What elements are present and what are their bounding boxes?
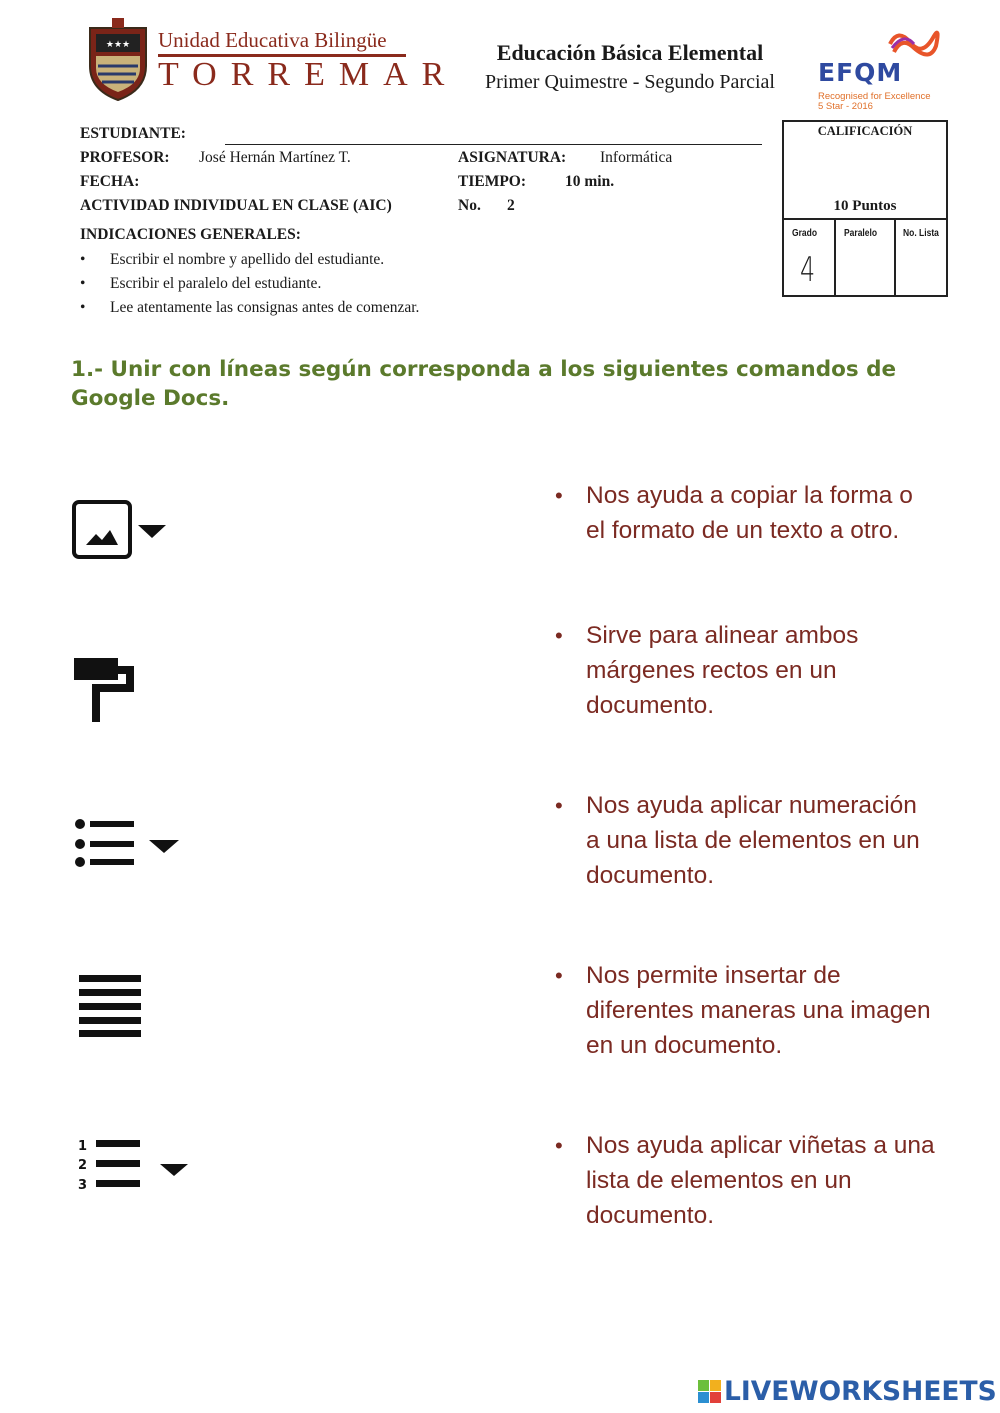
number-label: No. <box>458 197 481 214</box>
question-text: 1.- Unir con líneas según corresponda a los siguientes comandos de Google Docs. <box>71 357 897 411</box>
efqm-star-line: 5 Star - 2016 <box>818 101 873 112</box>
grade-box-points: 10 Puntos <box>833 198 897 214</box>
document-subtitle: Primer Quimestre - Segundo Parcial <box>485 71 775 93</box>
bullet-icon: • <box>555 483 563 508</box>
option-text: Nos ayuda aplicar numeración a una lista de elementos en un documento. <box>586 792 920 890</box>
svg-text:2: 2 <box>78 1158 88 1173</box>
option-item[interactable] <box>555 958 935 1064</box>
option-item[interactable] <box>555 478 935 548</box>
school-name: Unidad Educativa Bilingüe <box>158 28 387 52</box>
liveworksheets-logo-icon <box>698 1380 722 1404</box>
bullet-icon: • <box>555 623 563 648</box>
time-label: TIEMPO: <box>458 173 527 190</box>
svg-text:3: 3 <box>78 1178 88 1193</box>
school-crest-logo <box>86 18 150 102</box>
subject-value: Informática <box>600 149 673 166</box>
teacher-value: José Hernán Martínez T. <box>199 149 351 166</box>
insert-image-icon[interactable] <box>72 500 170 560</box>
option-text: Nos ayuda a copiar la forma o el formato de un texto a otro. <box>586 482 913 545</box>
time-value: 10 min. <box>565 173 615 190</box>
liveworksheets-brand[interactable]: LIVEWORKSHEETS <box>724 1376 997 1407</box>
option-item[interactable] <box>555 788 935 894</box>
option-item[interactable] <box>555 1128 935 1234</box>
numbered-list-icon[interactable] <box>78 1136 188 1196</box>
bulleted-list-icon[interactable] <box>74 818 180 868</box>
instructions-title: INDICACIONES GENERALES: <box>80 226 301 243</box>
parallel-column-header: Paralelo <box>844 228 878 239</box>
svg-text:1: 1 <box>78 1139 88 1154</box>
paint-format-icon[interactable] <box>72 656 136 724</box>
teacher-label: PROFESOR: <box>80 149 170 166</box>
document-title: Educación Básica Elemental <box>496 40 764 65</box>
grade-value: 4 <box>800 250 816 290</box>
grade-box-col-divider <box>894 218 896 297</box>
list-item: • Escribir el paralelo del estudiante. <box>80 272 419 296</box>
bullet-icon: • <box>555 793 563 818</box>
efqm-recognised-line: Recognised for Excellence <box>818 91 931 102</box>
option-text: Nos permite insertar de diferentes maneras una imagen en un documento. <box>586 962 931 1060</box>
student-name-line[interactable] <box>225 144 762 145</box>
student-label: ESTUDIANTE: <box>80 125 186 142</box>
bullet-icon: • <box>555 1133 563 1158</box>
grade-box <box>782 120 948 297</box>
efqm-wordmark: EFQM <box>818 58 903 87</box>
list-number-column-header: No. Lista <box>903 228 939 239</box>
option-item[interactable] <box>555 618 935 724</box>
subject-label: ASIGNATURA: <box>458 149 567 166</box>
grade-box-title: CALIFICACIÓN <box>817 124 913 138</box>
number-value: 2 <box>507 197 515 214</box>
list-item: • Escribir el nombre y apellido del estudiante. <box>80 248 419 272</box>
activity-label: ACTIVIDAD INDIVIDUAL EN CLASE (AIC) <box>80 197 392 214</box>
instructions-list <box>80 248 419 320</box>
grade-box-divider <box>784 218 946 220</box>
justify-icon[interactable] <box>78 974 142 1038</box>
efqm-recognition <box>818 92 930 112</box>
school-wordmark: TORREMAR <box>158 56 459 93</box>
grade-box-col-divider <box>834 218 836 297</box>
grade-column-header: Grado <box>792 228 818 239</box>
list-item: • Lee atentamente las consignas antes de comenzar. <box>80 296 419 320</box>
option-text: Nos ayuda aplicar viñetas a una lista de elementos en un documento. <box>586 1132 935 1230</box>
bullet-icon: • <box>555 963 563 988</box>
svg-text:★★★: ★★★ <box>105 40 131 50</box>
option-text: Sirve para alinear ambos márgenes rectos en un documento. <box>586 622 859 720</box>
date-label: FECHA: <box>80 173 140 190</box>
